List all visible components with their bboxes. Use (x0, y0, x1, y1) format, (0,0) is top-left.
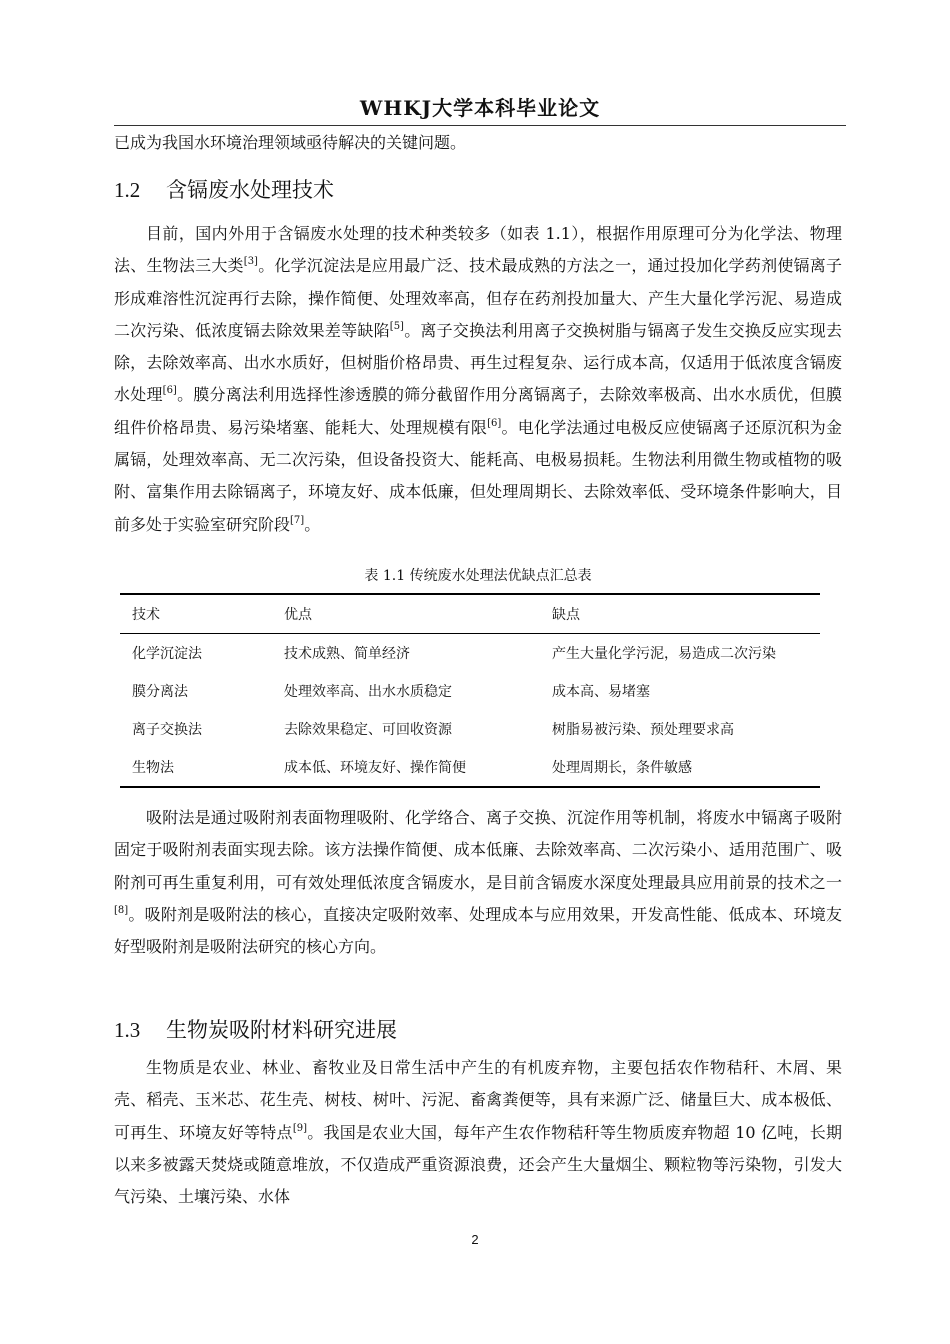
citation-ref[interactable]: [6] (487, 417, 502, 429)
citation-ref[interactable]: [8] (114, 904, 129, 916)
table-row (120, 710, 820, 748)
continuation-text: 已成为我国水环境治理领域亟待解决的关键问题。 (114, 133, 467, 152)
running-header: WHKJ大学本科毕业论文 (359, 96, 601, 120)
column-header: 优点 (272, 594, 540, 634)
table-row (120, 634, 820, 673)
table-cell: 处理效率高、出水水质稳定 (284, 684, 452, 700)
citation-ref[interactable]: [5] (389, 320, 404, 332)
paragraph-treatment-methods (114, 218, 842, 541)
table-cell: 去除效果稳定、可回收资源 (284, 722, 452, 738)
text-run: 生物质是农业、林业、畜牧业及日常生活中产生的有机废弃物，主要包括农作物秸秆、木屑、果壳、稻壳、玉米芯、花生壳、树枝、树叶、污泥、畜禽粪便等，具有来源广泛、储量巨大、成本极低、可再生、环境友好等特点 (114, 1058, 842, 1142)
citation-ref[interactable]: [3] (243, 256, 258, 268)
table-caption: 表 1.1 传统废水处理法优缺点汇总表 (364, 568, 592, 584)
table-cell: 成本低、环境友好、操作简便 (272, 748, 540, 787)
text-run: 吸附法是通过吸附剂表面物理吸附、化学络合、离子交换、沉淀作用等机制，将废水中镉离子吸附固定于吸附剂表面实现去除。该方法操作简便、成本低廉、去除效率高、二次污染小、适用范围广、吸附剂可再生重复利用，可有效处理低浓度含镉废水，是目前含镉废水深度处理最具应用前景的技术之一 (114, 808, 842, 892)
paragraph-adsorption (114, 802, 842, 963)
text-run: 。膜分离法利用选择性渗透膜的筛分截留作用分离镉离子，去除效率极高、出水水质优，但膜组件价格昂贵、易污染堵塞、能耗大、处理规模有限 (114, 385, 842, 437)
text-run: 。我国是农业大国，每年产生农作物秸秆等生物质废弃物超 10 亿吨，长期以来多被露天焚烧或随意堆放，不仅造成严重资源浪费，还会产生大量烟尘、颗粒物等污染物，引发大气污染、土壤污染、水体 (114, 1122, 842, 1207)
table-cell: 化学沉淀法 (132, 646, 202, 662)
table-row (120, 672, 820, 710)
citation-ref[interactable]: [6] (162, 385, 177, 397)
section-heading-1-2 (114, 174, 334, 204)
header-rule (114, 125, 846, 126)
table-header-row (120, 594, 820, 634)
section-number: 1.2 (114, 178, 141, 202)
table-cell: 产生大量化学污泥，易造成二次污染 (552, 646, 776, 662)
section-heading-1-3 (114, 1014, 397, 1044)
comparison-table (120, 593, 820, 788)
table-cell: 处理周期长，条件敏感 (540, 748, 820, 787)
paragraph-biomass (114, 1052, 842, 1213)
page-number: 2 (471, 1232, 479, 1247)
table-cell: 成本高、易堵塞 (552, 684, 650, 700)
column-header: 技术 (120, 594, 272, 634)
citation-ref[interactable]: [7] (290, 514, 305, 526)
text-run: 。吸附剂是吸附法的核心，直接决定吸附效率、处理成本与应用效果，开发高性能、低成本、环境友好型吸附剂是吸附法研究的核心方向。 (114, 904, 842, 957)
citation-ref[interactable]: [9] (292, 1122, 307, 1134)
table-cell: 离子交换法 (132, 722, 202, 738)
section-title: 生物炭吸附材料研究进展 (166, 1018, 397, 1042)
table-cell: 生物法 (120, 748, 272, 787)
column-header: 缺点 (540, 594, 820, 634)
table-cell: 树脂易被污染、预处理要求高 (552, 722, 734, 738)
text-run: 。离子交换法利用离子交换树脂与镉离子发生交换反应实现去除，去除效率高、出水水质好，但树脂价格昂贵、再生过程复杂、运行成本高，仅适用于低浓度含镉废水处理 (114, 320, 842, 405)
text-run: 。电化学法通过电极反应使镉离子还原沉积为金属镉，处理效率高、无二次污染，但设备投资大、能耗高、电极易损耗。生物法利用微生物或植物的吸附、富集作用去除镉离子，环境友好、成本低廉，但处理周期长、去除效率低、受环境条件影响大，目前多处于实验室研究阶段 (114, 417, 842, 534)
section-number: 1.3 (114, 1018, 141, 1042)
table-cell: 膜分离法 (132, 684, 188, 700)
text-run: 。 (304, 514, 321, 534)
text-run: 目前，国内外用于含镉废水处理的技术种类较多（如表 1.1），根据作用原理可分为化学法、物理法、生物法三大类 (114, 224, 842, 276)
table-cell: 技术成熟、简单经济 (284, 646, 410, 662)
table-row (120, 748, 820, 787)
section-title: 含镉废水处理技术 (166, 178, 334, 202)
text-run: 。化学沉淀法是应用最广泛、技术最成熟的方法之一，通过投加化学药剂使镉离子形成难溶性沉淀再行去除，操作简便、处理效率高，但存在药剂投加量大、产生大量化学污泥、易造成二次污染、低浓度镉去除效果差等缺陷 (114, 256, 842, 340)
